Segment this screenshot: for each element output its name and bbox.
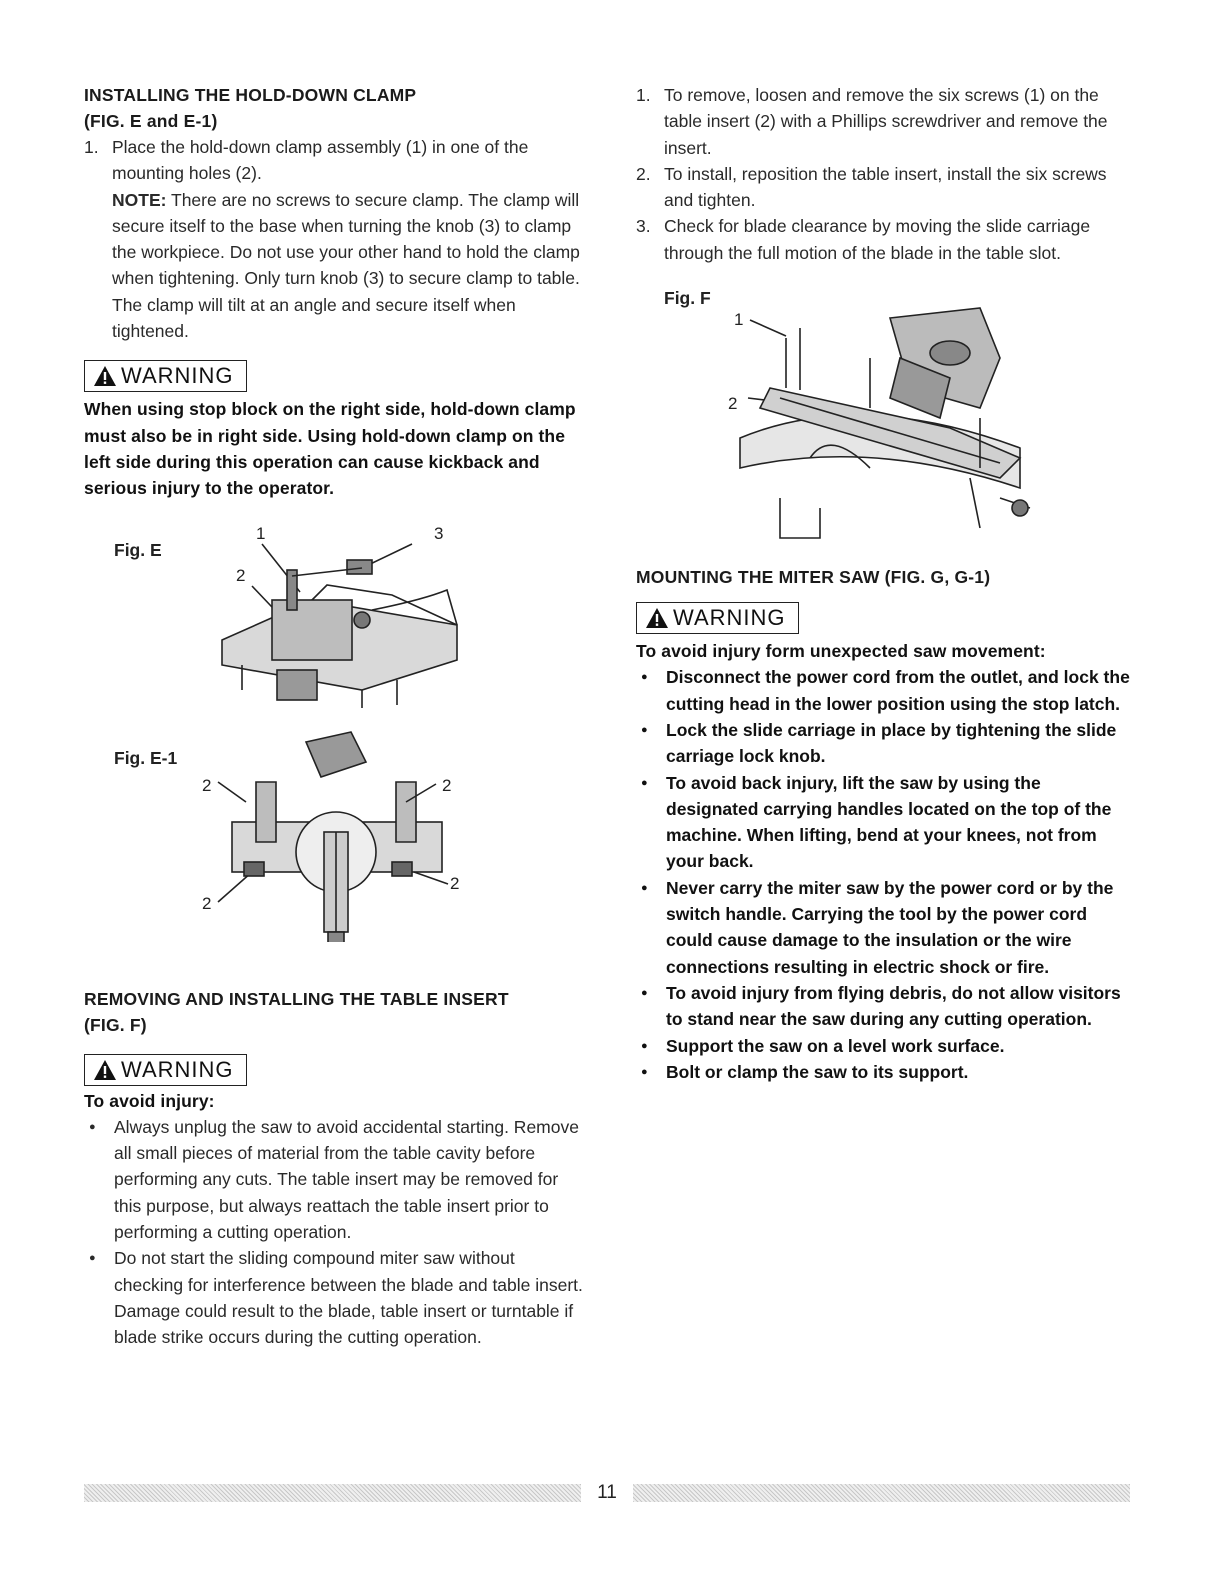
section-title-line1: REMOVING AND INSTALLING THE TABLE INSERT xyxy=(84,988,509,1009)
footer-rule-right xyxy=(633,1484,1130,1502)
warning-block-2 xyxy=(84,1054,584,1351)
figure-f xyxy=(636,288,1136,552)
note-text: There are no screws to secure clamp. The clamp will secure itself to the base when turning the knob (3) to clamp the workpiece. Do not use your other hand to hold the clamp when tightening. Only turn knob (3) to secure clamp to table. The clamp will tilt at an angle and secure itself when tightened. xyxy=(112,189,580,342)
step-number: 1. xyxy=(84,137,99,157)
list-item: ● Never carry the miter saw by the power cord or by the switch handle. Carrying the tool by the power cord could cause damage to the insulation or the wire connections resulting in electric shock or fire. xyxy=(636,875,1136,980)
list-item xyxy=(636,82,1136,161)
list-item: ● Lock the slide carriage in place by tightening the slide carriage lock knob. xyxy=(636,717,1136,770)
warning-bullet-list xyxy=(636,664,1136,1085)
list-item: ● Bolt or clamp the saw to its support. xyxy=(636,1059,1136,1085)
warning-label: WARNING xyxy=(121,1056,234,1082)
top-view-clamps-illustration xyxy=(196,722,456,942)
callout-number: 2 xyxy=(202,893,212,913)
hold-down-steps xyxy=(84,134,584,344)
list-item xyxy=(84,134,584,344)
step-number: 3. xyxy=(636,216,651,237)
table-insert-steps xyxy=(636,82,1136,266)
callout-number: 2 xyxy=(236,565,246,585)
warning-label-box xyxy=(84,360,247,392)
footer-rule-left xyxy=(84,1484,581,1502)
figure-e xyxy=(84,523,584,716)
step-text: To install, reposition the table insert, install the six screws and tighten. xyxy=(664,163,1107,211)
warning-block-3 xyxy=(636,602,1136,1085)
callout-number: 1 xyxy=(256,523,266,543)
warning-triangle-icon xyxy=(645,607,669,629)
warning-intro: To avoid injury form unexpected saw movement: xyxy=(636,641,1046,662)
page-number: 11 xyxy=(597,1482,617,1503)
step-number: 1. xyxy=(636,85,651,105)
warning-label-box xyxy=(636,602,799,634)
page-footer xyxy=(84,1482,1130,1504)
step-text: Place the hold-down clamp assembly (1) in one of the mounting holes (2). xyxy=(112,137,529,184)
list-item: ● Do not start the sliding compound miter saw without checking for interference between the blade and table insert. Damage could result to the blade, table insert or turntable if blade strike occurs during the cutting operation. xyxy=(84,1245,584,1350)
list-item: ● Always unplug the saw to avoid accidental starting. Remove all small pieces of material from the table cavity before performing any cuts. The table insert may be removed for this purpose, but always reattach the table insert prior to performing a cutting operation. xyxy=(84,1114,584,1245)
left-column xyxy=(84,82,584,1351)
section-title-table-insert xyxy=(84,986,584,1038)
warning-triangle-icon xyxy=(93,1059,117,1081)
warning-label: WARNING xyxy=(673,605,786,631)
callout-number: 2 xyxy=(728,394,738,414)
step-text: Check for blade clearance by moving the slide carriage through the full motion of the blade in the table slot. xyxy=(664,216,1091,263)
section-title-hold-down-clamp xyxy=(84,82,584,134)
warning-triangle-icon xyxy=(93,365,117,387)
list-item: ● To avoid back injury, lift the saw by using the designated carrying handles located on the top of the machine. When lifting, bend at your knees, not from your back. xyxy=(636,770,1136,875)
list-item xyxy=(636,161,1136,214)
callout-number: 2 xyxy=(202,775,212,795)
warning-label-box xyxy=(84,1054,247,1086)
warning-intro: To avoid injury: xyxy=(84,1090,215,1111)
warning-bullet-list xyxy=(84,1114,584,1351)
step-number: 2. xyxy=(636,163,651,184)
figure-e1 xyxy=(84,744,584,964)
warning-label: WARNING xyxy=(121,363,234,389)
figure-label: Fig. F xyxy=(664,288,711,309)
list-item: ● To avoid injury from flying debris, do not allow visitors to stand near the saw during any cutting operation. xyxy=(636,980,1136,1033)
warning-text: When using stop block on the right side, hold-down clamp must also be in right side. Using hold-down clamp on the left side during this operation can cause kickback and serious injury to the operator. xyxy=(84,399,576,499)
callout-number: 2 xyxy=(450,873,460,893)
figure-label: Fig. E xyxy=(114,539,162,560)
callout-number: 3 xyxy=(434,523,444,543)
step-text: To remove, loosen and remove the six screws (1) on the table insert (2) with a Phillips screwdriver and remove the insert. xyxy=(664,85,1108,158)
figure-label: Fig. E-1 xyxy=(114,747,178,768)
list-item: ● Disconnect the power cord from the outlet, and lock the cutting head in the lower position using the stop latch. xyxy=(636,664,1136,717)
right-column xyxy=(636,82,1136,1085)
list-item: ● Support the saw on a level work surface. xyxy=(636,1033,1136,1059)
hold-down-clamp-illustration xyxy=(212,530,472,710)
table-insert-illustration xyxy=(720,298,1040,548)
section-title-line1: INSTALLING THE HOLD-DOWN CLAMP xyxy=(84,85,417,105)
note-label: NOTE: xyxy=(112,189,167,210)
section-title-mounting: MOUNTING THE MITER SAW (FIG. G, G-1) xyxy=(636,567,991,588)
warning-block-1 xyxy=(84,360,584,501)
callout-number: 2 xyxy=(442,775,452,795)
callout-number: 1 xyxy=(734,310,744,330)
section-title-line2: (FIG. F) xyxy=(84,1014,147,1035)
section-title-line2: (FIG. E and E-1) xyxy=(84,111,218,131)
list-item xyxy=(636,213,1136,266)
